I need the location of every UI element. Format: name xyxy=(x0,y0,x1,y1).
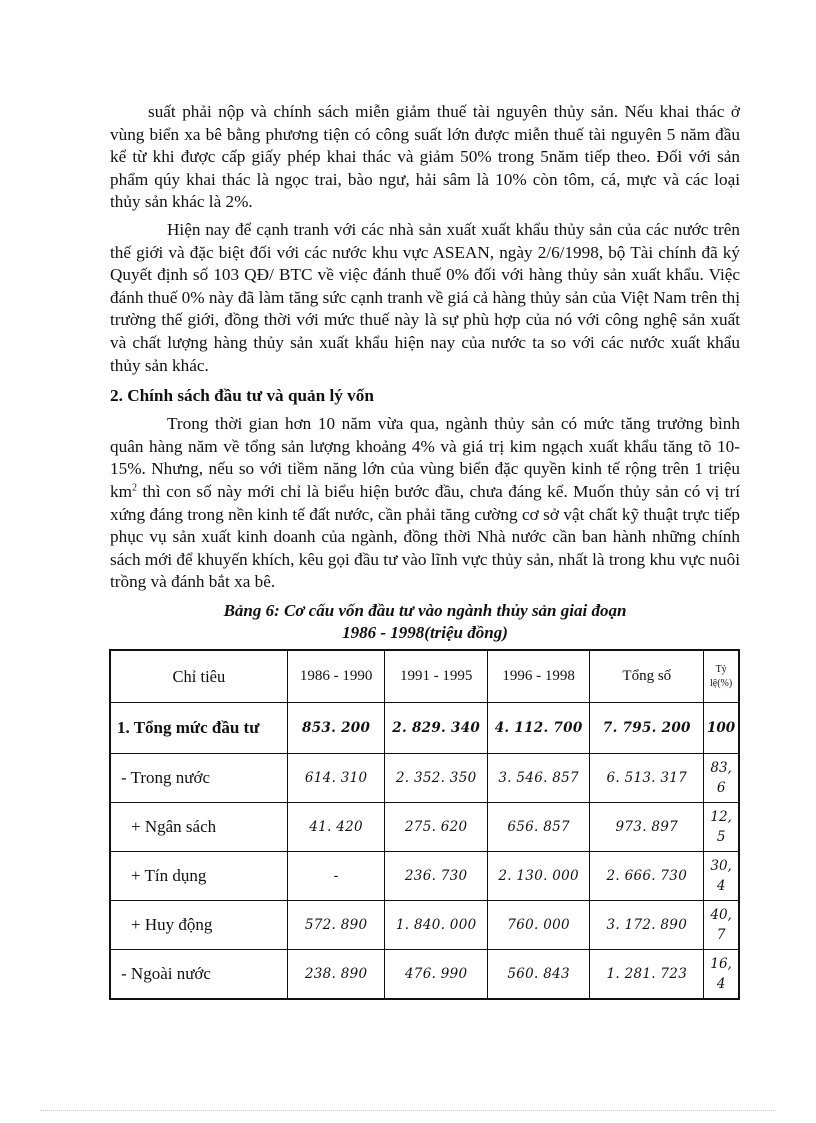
cell-value: 1. 281. 723 xyxy=(590,950,704,1000)
cell-ratio: 100 xyxy=(704,703,739,754)
header-indicator: Chỉ tiêu xyxy=(110,650,287,703)
header-period-1986-1990: 1986 - 1990 xyxy=(287,650,385,703)
cell-ratio: 16, 4 xyxy=(704,950,739,1000)
paragraph-investment xyxy=(110,413,740,594)
cell-value: 2. 666. 730 xyxy=(590,852,704,901)
table-row xyxy=(110,950,739,1000)
section-heading: 2. Chính sách đầu tư và quản lý vốn xyxy=(110,386,374,406)
cell-value: 236. 730 xyxy=(385,852,487,901)
cell-value: 560. 843 xyxy=(487,950,589,1000)
row-label: + Huy động xyxy=(110,901,287,950)
table-caption-line1: Bảng 6: Cơ cấu vốn đầu tư vào ngành thủy sản giai đoạn xyxy=(223,601,627,620)
cell-value: 656. 857 xyxy=(487,803,589,852)
table-row xyxy=(110,703,739,754)
table-row xyxy=(110,901,739,950)
cell-value: 2. 352. 350 xyxy=(385,754,487,803)
cell-value: 476. 990 xyxy=(385,950,487,1000)
cell-value: 2. 829. 340 xyxy=(385,703,487,754)
cell-value: 2. 130. 000 xyxy=(487,852,589,901)
body-text xyxy=(110,101,740,594)
cell-value: 3. 172. 890 xyxy=(590,901,704,950)
row-label: - Trong nước xyxy=(110,754,287,803)
paragraph-investment-part1: Trong thời gian hơn 10 năm vừa qua, ngành thủy sản có mức tăng trưởng bình quân hàng năm về tổng sản lượng khoảng 4% và giá trị kim ngạch xuất khẩu tăng tõ 10-15%. Nhưng, nếu so với tiềm năng lớn của vùng biển đặc quyền kinh tế rộng trên 1 triệu km xyxy=(110,414,740,501)
cell-value: 973. 897 xyxy=(590,803,704,852)
row-label: + Tín dụng xyxy=(110,852,287,901)
cell-value: 6. 513. 317 xyxy=(590,754,704,803)
cell-value: 853. 200 xyxy=(287,703,385,754)
paragraph-tax-exemption: suất phải nộp và chính sách miễn giảm thuế tài nguyên thủy sản. Nếu khai thác ở vùng biển xa bê bằng phương tiện có công suất lớn được miễn thuế tài nguyên 5 năm đầu kể từ khi được cấp giấy phép khai thác và giảm 50% trong 5năm tiếp theo. Đối với sản phẩm qúy khai thác là ngọc trai, bào ngư, hải sâm là 10% còn tôm, cá, mực và các loại thủy sản khác là 2%. xyxy=(110,102,740,212)
table-row xyxy=(110,754,739,803)
cell-value: 572. 890 xyxy=(287,901,385,950)
page-bottom-divider xyxy=(40,1110,776,1111)
cell-value: 238. 890 xyxy=(287,950,385,1000)
header-ratio: Tỷ lệ(%) xyxy=(704,650,739,703)
cell-ratio: 30, 4 xyxy=(704,852,739,901)
investment-table xyxy=(109,649,740,1000)
header-period-1996-1998: 1996 - 1998 xyxy=(487,650,589,703)
cell-value: 3. 546. 857 xyxy=(487,754,589,803)
header-total: Tổng số xyxy=(590,650,704,703)
header-period-1991-1995: 1991 - 1995 xyxy=(385,650,487,703)
cell-value: 4. 112. 700 xyxy=(487,703,589,754)
cell-value: 614. 310 xyxy=(287,754,385,803)
table-caption-line2: 1986 - 1998(triệu đồng) xyxy=(342,623,508,642)
paragraph-zero-tax: Hiện nay để cạnh tranh với các nhà sản xuất xuất khẩu thủy sản của các nước trên thế giới và đặc biệt đối với các nước khu vực ASEAN, ngày 2/6/1998, bộ Tài chính đã ký Quyết định số 103 QĐ/ BTC về việc đánh thuế 0% đối với hàng thủy sản xuất khẩu. Việc đánh thuế 0% này đã làm tăng sức cạnh tranh về giá cả hàng thủy sản của Việt Nam trên thị trường thế giới, đồng thời với mức thuế này là sự phù hợp của nó với công nghệ sản xuất và chất lượng hàng thủy sản xuất khẩu hiện nay của nước ta so với các nước xuất khẩu thủy sản khác. xyxy=(110,219,740,375)
superscript-2: 2 xyxy=(131,482,137,494)
cell-value: 41. 420 xyxy=(287,803,385,852)
table-row xyxy=(110,852,739,901)
paragraph-investment-part2: thì con số này mới chỉ là biểu hiện bước đầu, chưa đáng kể. Muốn thủy sản có vị trí xứng đáng trong nền kinh tế đất nước, cần phải tăng cường cơ sở vật chất kỹ thuật trực tiếp phục vụ sản xuất kinh doanh của ngành, đồng thời Nhà nước cần ban hành những chính sách mới để khuyến khích, kêu gọi đầu tư vào lĩnh vực thủy sản, nhất là trong khu vực nuôi trồng và đánh bắt xa bê. xyxy=(110,481,740,592)
row-label: 1. Tổng mức đầu tư xyxy=(110,703,287,754)
cell-value: - xyxy=(287,852,385,901)
cell-value: 275. 620 xyxy=(385,803,487,852)
cell-ratio: 40, 7 xyxy=(704,901,739,950)
table-row xyxy=(110,803,739,852)
table-header-row xyxy=(110,650,739,703)
cell-ratio: 83, 6 xyxy=(704,754,739,803)
row-label: - Ngoài nước xyxy=(110,950,287,1000)
row-label: + Ngân sách xyxy=(110,803,287,852)
cell-value: 1. 840. 000 xyxy=(385,901,487,950)
cell-value: 7. 795. 200 xyxy=(590,703,704,754)
cell-value: 760. 000 xyxy=(487,901,589,950)
table-caption xyxy=(110,600,740,644)
cell-ratio: 12, 5 xyxy=(704,803,739,852)
